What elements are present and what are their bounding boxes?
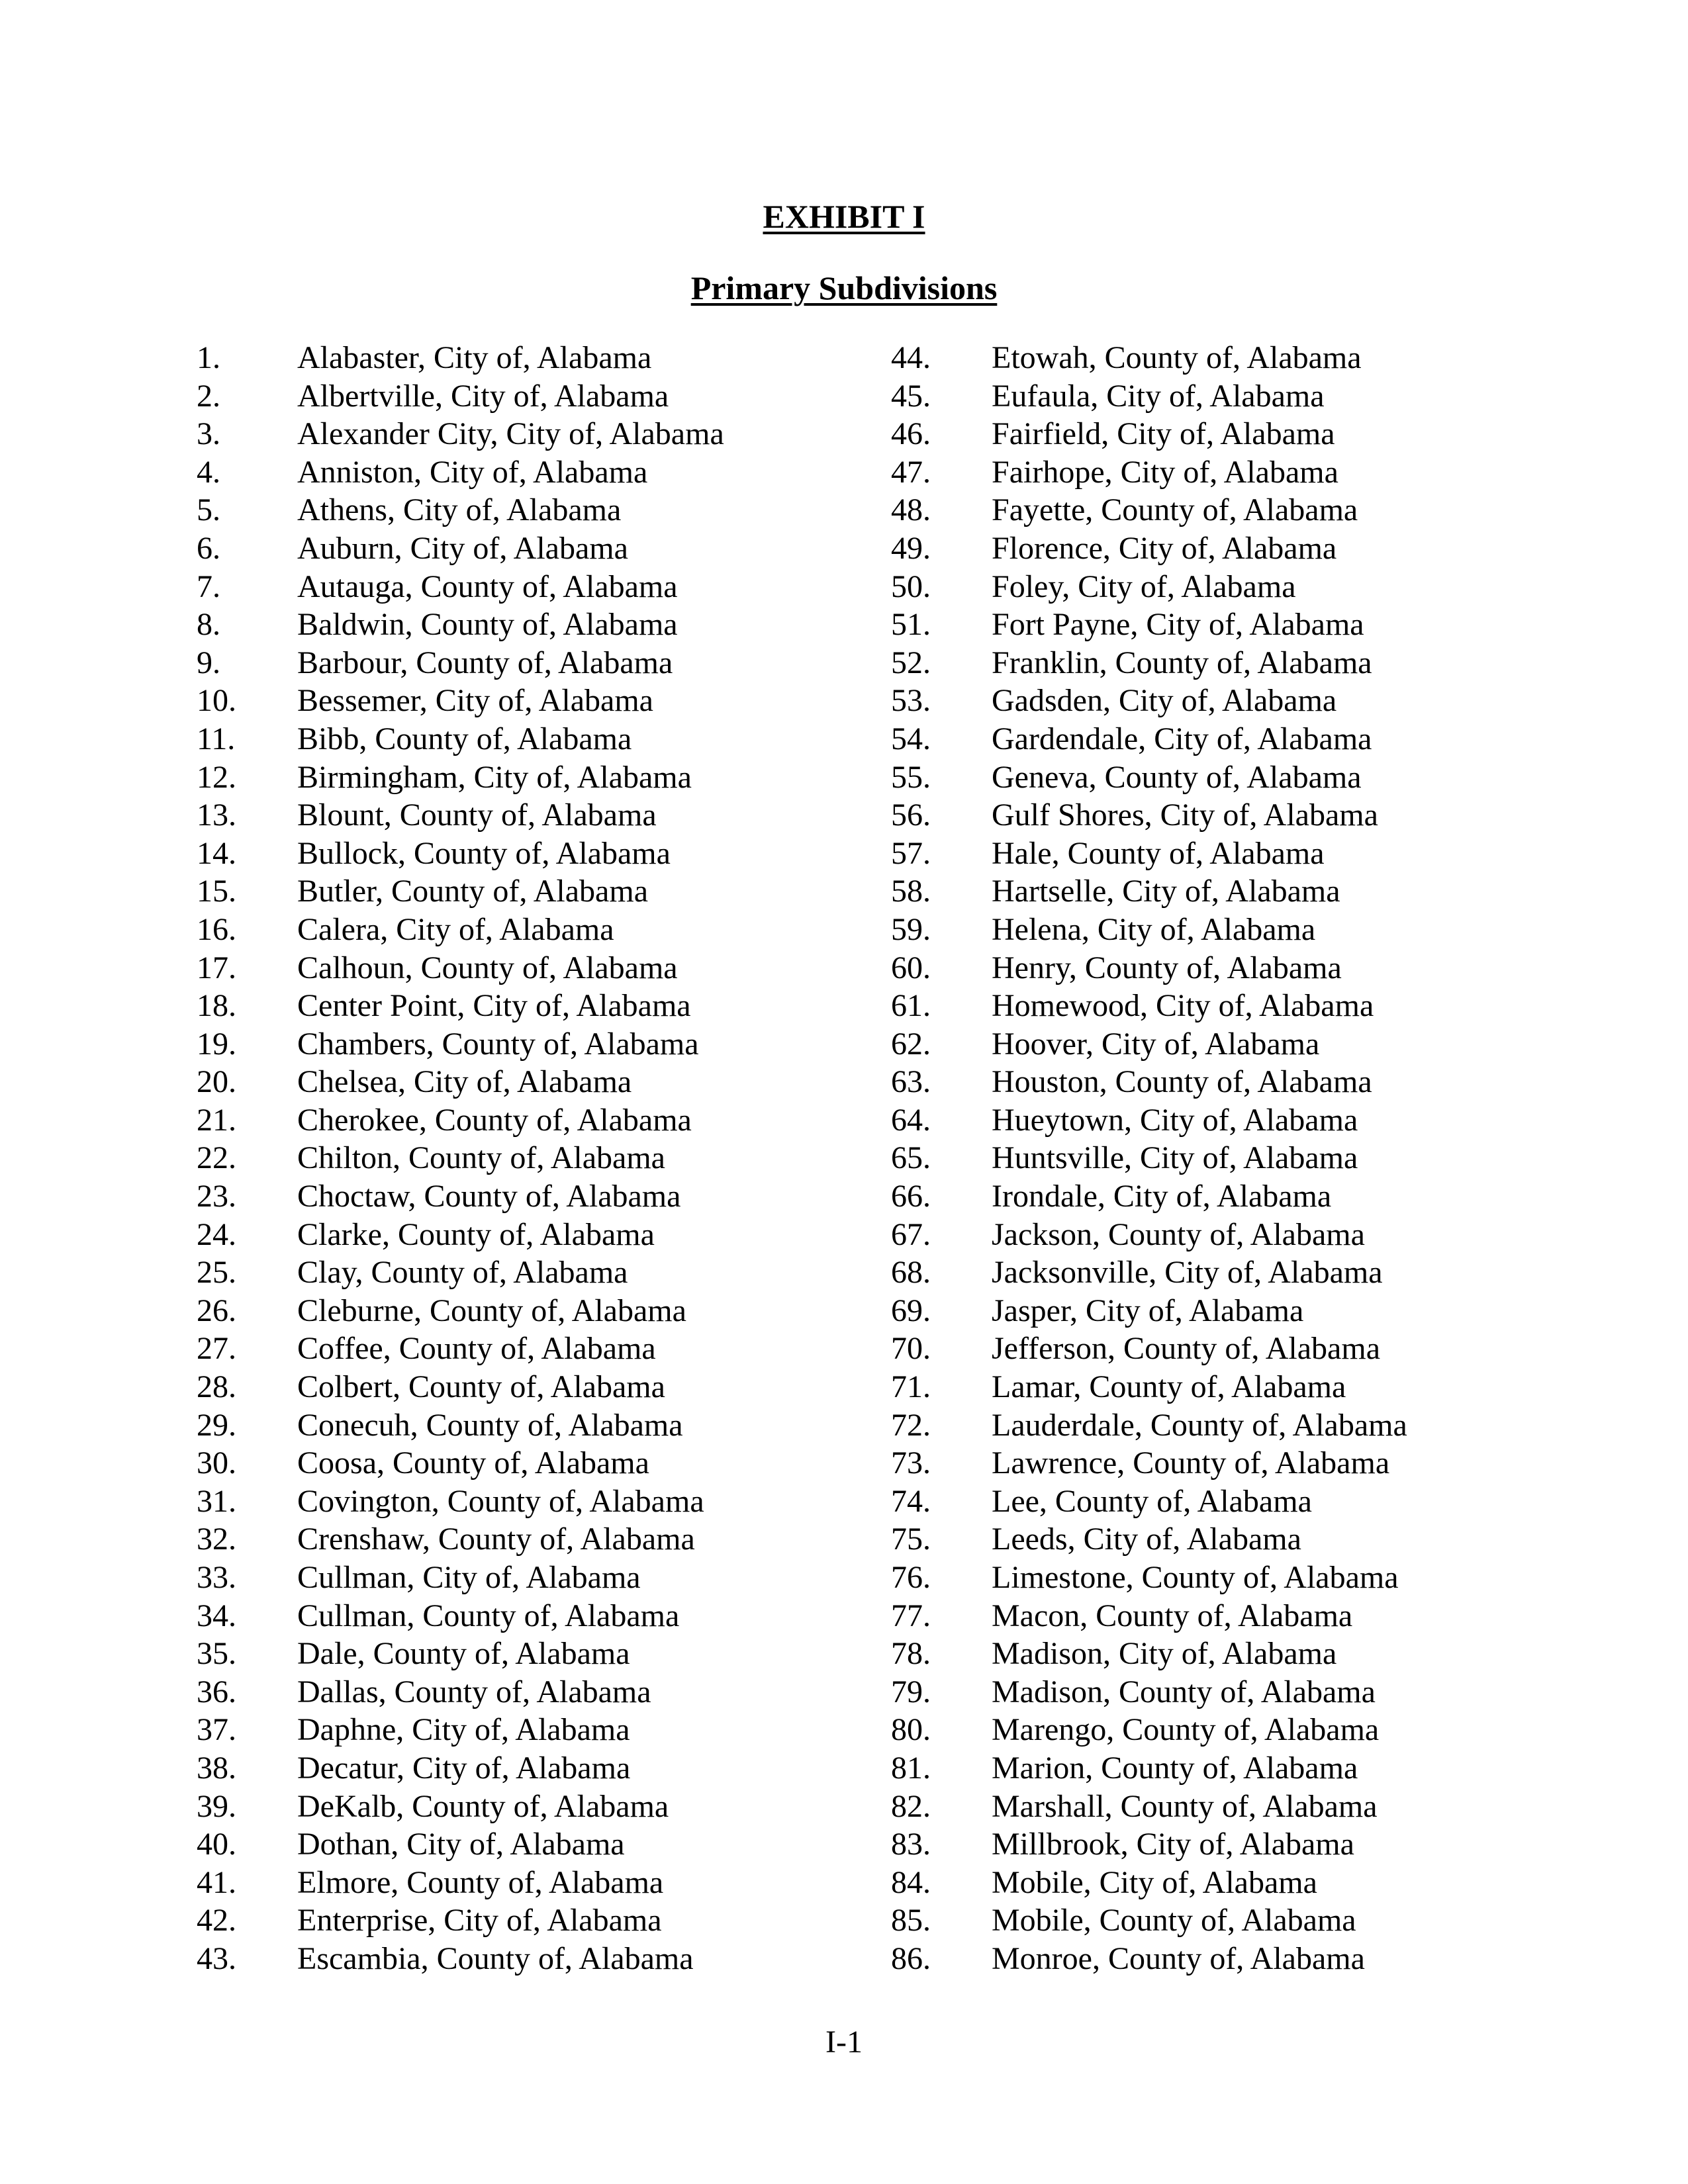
subdivision-entry	[197, 1216, 885, 1254]
subdivision-entry	[891, 1940, 1553, 1978]
subdivision-entry	[891, 1597, 1553, 1635]
entry-name: Cullman, City of, Alabama	[297, 1560, 641, 1595]
subdivision-entry	[891, 1520, 1553, 1559]
subdivision-entry	[891, 377, 1553, 416]
entry-number: 58.	[891, 874, 931, 909]
entry-name: Coosa, County of, Alabama	[297, 1445, 649, 1481]
subdivision-entry	[891, 1711, 1553, 1749]
entry-name: Fort Payne, City of, Alabama	[992, 607, 1364, 643]
entry-number: 86.	[891, 1940, 931, 1976]
entry-name: Fairhope, City of, Alabama	[992, 454, 1338, 490]
entry-name: Clarke, County of, Alabama	[297, 1216, 655, 1252]
subdivision-entry	[197, 1749, 885, 1788]
subdivision-list-left	[197, 339, 885, 1978]
entry-number: 13.	[197, 797, 236, 833]
entry-number: 38.	[197, 1750, 236, 1786]
entry-name: Mobile, County of, Alabama	[992, 1903, 1356, 1938]
entry-number: 68.	[891, 1255, 931, 1291]
entry-number: 8.	[197, 607, 220, 643]
subdivision-entry	[891, 1635, 1553, 1673]
entry-number: 78.	[891, 1636, 931, 1672]
subdivision-entry	[891, 606, 1553, 644]
entry-number: 9.	[197, 645, 220, 680]
entry-number: 59.	[891, 911, 931, 947]
subdivision-entry	[197, 1101, 885, 1140]
entry-number: 57.	[891, 835, 931, 871]
entry-number: 51.	[891, 607, 931, 643]
subdivision-entry	[197, 720, 885, 758]
entry-name: Chilton, County of, Alabama	[297, 1140, 665, 1176]
subdivision-entry	[891, 1749, 1553, 1788]
entry-number: 34.	[197, 1598, 236, 1633]
subdivision-entry	[891, 796, 1553, 835]
subdivision-entry	[197, 1482, 885, 1521]
entry-number: 69.	[891, 1293, 931, 1328]
subdivision-entry	[197, 1177, 885, 1216]
entry-name: Hale, County of, Alabama	[992, 835, 1325, 871]
subdivision-entry	[891, 758, 1553, 797]
entry-name: Henry, County of, Alabama	[992, 950, 1342, 985]
subdivision-entry	[197, 1444, 885, 1482]
subdivision-entry	[197, 1406, 885, 1445]
entry-number: 42.	[197, 1903, 236, 1938]
exhibit-subtitle-text: Primary Subdivisions	[690, 269, 998, 306]
subdivision-entry	[891, 1673, 1553, 1711]
subdivision-entry	[197, 1520, 885, 1559]
subdivision-entry	[891, 1901, 1553, 1940]
entry-name: Calera, City of, Alabama	[297, 911, 614, 947]
entry-name: Alexander City, City of, Alabama	[297, 416, 724, 452]
entry-name: Gulf Shores, City of, Alabama	[992, 797, 1378, 833]
subdivision-entry	[197, 682, 885, 720]
entry-name: Hueytown, City of, Alabama	[992, 1102, 1358, 1138]
entry-number: 71.	[891, 1369, 931, 1405]
subdivision-entry	[197, 1635, 885, 1673]
entry-name: Helena, City of, Alabama	[992, 911, 1316, 947]
entry-name: Bibb, County of, Alabama	[297, 721, 632, 756]
entry-name: Autauga, County of, Alabama	[297, 569, 678, 604]
subdivision-entry	[197, 911, 885, 949]
entry-name: Colbert, County of, Alabama	[297, 1369, 665, 1405]
entry-name: Gardendale, City of, Alabama	[992, 721, 1372, 756]
subdivision-entry	[891, 720, 1553, 758]
subdivision-entry	[197, 1025, 885, 1064]
entry-number: 82.	[891, 1788, 931, 1824]
subdivision-list-right	[891, 339, 1553, 1978]
entry-name: Limestone, County of, Alabama	[992, 1560, 1399, 1595]
subdivision-entry	[891, 1253, 1553, 1292]
entry-number: 80.	[891, 1712, 931, 1748]
entry-number: 5.	[197, 492, 220, 528]
entry-name: Gadsden, City of, Alabama	[992, 683, 1337, 719]
entry-name: Alabaster, City of, Alabama	[297, 340, 652, 375]
entry-name: Millbrook, City of, Alabama	[992, 1827, 1354, 1862]
entry-name: Decatur, City of, Alabama	[297, 1750, 631, 1786]
subdivision-entry	[891, 339, 1553, 377]
subdivision-entry	[891, 1825, 1553, 1864]
subdivision-entry	[197, 1711, 885, 1749]
entry-number: 63.	[891, 1064, 931, 1100]
entry-name: Chelsea, City of, Alabama	[297, 1064, 632, 1100]
subdivision-entry	[197, 415, 885, 453]
entry-number: 46.	[891, 416, 931, 452]
subdivision-entry	[891, 1330, 1553, 1368]
entry-number: 60.	[891, 950, 931, 985]
entry-number: 70.	[891, 1331, 931, 1367]
entry-number: 27.	[197, 1331, 236, 1367]
entry-name: Auburn, City of, Alabama	[297, 530, 628, 566]
entry-name: Hoover, City of, Alabama	[992, 1026, 1320, 1062]
subdivision-entry	[197, 1940, 885, 1978]
entry-number: 62.	[891, 1026, 931, 1062]
entry-number: 74.	[891, 1483, 931, 1519]
subdivision-entry	[197, 1559, 885, 1597]
entry-name: Albertville, City of, Alabama	[297, 378, 669, 414]
entry-number: 61.	[891, 988, 931, 1024]
subdivision-entry	[891, 835, 1553, 873]
subdivision-entry	[891, 644, 1553, 682]
exhibit-title	[0, 196, 1688, 237]
subdivision-entry	[891, 1788, 1553, 1826]
entry-name: Marengo, County of, Alabama	[992, 1712, 1380, 1748]
entry-number: 41.	[197, 1864, 236, 1900]
entry-name: Lamar, County of, Alabama	[992, 1369, 1346, 1405]
exhibit-title-text: EXHIBIT I	[763, 198, 925, 235]
entry-number: 64.	[891, 1102, 931, 1138]
entry-number: 54.	[891, 721, 931, 756]
entry-name: Covington, County of, Alabama	[297, 1483, 704, 1519]
entry-name: Monroe, County of, Alabama	[992, 1940, 1365, 1976]
entry-name: Houston, County of, Alabama	[992, 1064, 1372, 1100]
entry-number: 79.	[891, 1674, 931, 1709]
entry-number: 67.	[891, 1216, 931, 1252]
entry-name: Baldwin, County of, Alabama	[297, 607, 678, 643]
subdivision-entry	[197, 949, 885, 987]
entry-name: Daphne, City of, Alabama	[297, 1712, 630, 1748]
subdivision-entry	[891, 453, 1553, 492]
entry-number: 40.	[197, 1827, 236, 1862]
entry-name: Madison, City of, Alabama	[992, 1636, 1337, 1672]
entry-name: Marion, County of, Alabama	[992, 1750, 1358, 1786]
entry-number: 33.	[197, 1560, 236, 1595]
entry-name: Dale, County of, Alabama	[297, 1636, 630, 1672]
entry-number: 53.	[891, 683, 931, 719]
entry-name: Fayette, County of, Alabama	[992, 492, 1358, 528]
entry-name: Jasper, City of, Alabama	[992, 1293, 1304, 1328]
subdivision-entry	[197, 491, 885, 529]
subdivision-entry	[891, 682, 1553, 720]
subdivision-entry	[197, 1330, 885, 1368]
subdivision-entry	[891, 1368, 1553, 1406]
subdivision-entry	[197, 1901, 885, 1940]
entry-name: Jacksonville, City of, Alabama	[992, 1255, 1383, 1291]
entry-number: 35.	[197, 1636, 236, 1672]
entry-number: 2.	[197, 378, 220, 414]
entry-number: 3.	[197, 416, 220, 452]
entry-number: 12.	[197, 759, 236, 795]
subdivision-entry	[891, 491, 1553, 529]
entry-name: Coffee, County of, Alabama	[297, 1331, 656, 1367]
entry-name: Lauderdale, County of, Alabama	[992, 1407, 1407, 1443]
entry-name: Huntsville, City of, Alabama	[992, 1140, 1358, 1176]
entry-name: Elmore, County of, Alabama	[297, 1864, 664, 1900]
subdivision-entry	[891, 529, 1553, 568]
entry-name: Leeds, City of, Alabama	[992, 1522, 1301, 1557]
entry-number: 1.	[197, 340, 220, 375]
entry-number: 73.	[891, 1445, 931, 1481]
subdivision-entry	[197, 872, 885, 911]
entry-name: Butler, County of, Alabama	[297, 874, 648, 909]
subdivision-entry	[197, 1597, 885, 1635]
entry-name: Escambia, County of, Alabama	[297, 1940, 694, 1976]
entry-name: Cleburne, County of, Alabama	[297, 1293, 686, 1328]
subdivision-entry	[197, 1368, 885, 1406]
entry-name: Cullman, County of, Alabama	[297, 1598, 680, 1633]
entry-number: 75.	[891, 1522, 931, 1557]
subdivision-entry	[197, 377, 885, 416]
entry-name: Dallas, County of, Alabama	[297, 1674, 651, 1709]
entry-number: 52.	[891, 645, 931, 680]
entry-name: Madison, County of, Alabama	[992, 1674, 1376, 1709]
subdivision-entry	[891, 1101, 1553, 1140]
entry-name: Fairfield, City of, Alabama	[992, 416, 1335, 452]
entry-name: Mobile, City of, Alabama	[992, 1864, 1317, 1900]
subdivision-entry	[891, 872, 1553, 911]
subdivision-entry	[197, 339, 885, 377]
entry-number: 17.	[197, 950, 236, 985]
entry-number: 36.	[197, 1674, 236, 1709]
entry-name: Dothan, City of, Alabama	[297, 1827, 625, 1862]
entry-name: Foley, City of, Alabama	[992, 569, 1296, 604]
entry-name: Calhoun, County of, Alabama	[297, 950, 678, 985]
subdivision-entry	[197, 796, 885, 835]
entry-number: 15.	[197, 874, 236, 909]
entry-number: 21.	[197, 1102, 236, 1138]
entry-name: Eufaula, City of, Alabama	[992, 378, 1325, 414]
entry-number: 30.	[197, 1445, 236, 1481]
subdivision-entry	[197, 1825, 885, 1864]
entry-number: 11.	[197, 721, 236, 756]
entry-name: Athens, City of, Alabama	[297, 492, 622, 528]
entry-name: Cherokee, County of, Alabama	[297, 1102, 692, 1138]
entry-name: Chambers, County of, Alabama	[297, 1026, 699, 1062]
subdivision-entry	[891, 568, 1553, 606]
entry-number: 24.	[197, 1216, 236, 1252]
entry-number: 72.	[891, 1407, 931, 1443]
entry-name: Conecuh, County of, Alabama	[297, 1407, 683, 1443]
subdivision-entry	[197, 568, 885, 606]
entry-name: Crenshaw, County of, Alabama	[297, 1522, 695, 1557]
entry-number: 39.	[197, 1788, 236, 1824]
entry-number: 16.	[197, 911, 236, 947]
subdivision-entry	[891, 1177, 1553, 1216]
subdivision-entry	[891, 1559, 1553, 1597]
entry-number: 55.	[891, 759, 931, 795]
entry-number: 14.	[197, 835, 236, 871]
entry-number: 31.	[197, 1483, 236, 1519]
entry-name: Homewood, City of, Alabama	[992, 988, 1374, 1024]
entry-number: 20.	[197, 1064, 236, 1100]
entry-name: Jefferson, County of, Alabama	[992, 1331, 1380, 1367]
subdivision-entry	[197, 606, 885, 644]
subdivision-entry	[891, 949, 1553, 987]
subdivision-entry	[197, 453, 885, 492]
entry-number: 32.	[197, 1522, 236, 1557]
subdivision-entry	[891, 1139, 1553, 1177]
entry-number: 56.	[891, 797, 931, 833]
entry-number: 29.	[197, 1407, 236, 1443]
entry-number: 28.	[197, 1369, 236, 1405]
entry-name: Marshall, County of, Alabama	[992, 1788, 1378, 1824]
entry-number: 65.	[891, 1140, 931, 1176]
subdivision-entry	[197, 1864, 885, 1902]
subdivision-entry	[891, 415, 1553, 453]
entry-name: Lawrence, County of, Alabama	[992, 1445, 1390, 1481]
page-number: I-1	[825, 2025, 863, 2060]
entry-number: 23.	[197, 1179, 236, 1214]
entry-number: 44.	[891, 340, 931, 375]
entry-number: 4.	[197, 454, 220, 490]
entry-number: 83.	[891, 1827, 931, 1862]
entry-name: Barbour, County of, Alabama	[297, 645, 673, 680]
subdivision-entry	[197, 644, 885, 682]
subdivision-entry	[891, 1216, 1553, 1254]
subdivision-entry	[197, 1253, 885, 1292]
subdivision-entry	[891, 987, 1553, 1025]
entry-number: 10.	[197, 683, 236, 719]
entry-name: Florence, City of, Alabama	[992, 530, 1337, 566]
entry-number: 77.	[891, 1598, 931, 1633]
entry-name: Enterprise, City of, Alabama	[297, 1903, 662, 1938]
subdivision-entry	[197, 529, 885, 568]
entry-number: 47.	[891, 454, 931, 490]
subdivision-entry	[197, 1292, 885, 1330]
subdivision-entry	[197, 758, 885, 797]
entry-number: 18.	[197, 988, 236, 1024]
entry-number: 66.	[891, 1179, 931, 1214]
entry-number: 50.	[891, 569, 931, 604]
entry-name: Anniston, City of, Alabama	[297, 454, 648, 490]
subdivision-entry	[197, 835, 885, 873]
entry-name: Lee, County of, Alabama	[992, 1483, 1312, 1519]
entry-number: 85.	[891, 1903, 931, 1938]
entry-name: Hartselle, City of, Alabama	[992, 874, 1340, 909]
entry-name: Macon, County of, Alabama	[992, 1598, 1353, 1633]
entry-number: 19.	[197, 1026, 236, 1062]
subdivision-entry	[891, 911, 1553, 949]
entry-name: Bessemer, City of, Alabama	[297, 683, 653, 719]
entry-number: 25.	[197, 1255, 236, 1291]
subdivision-entry	[891, 1063, 1553, 1101]
subdivision-entry	[197, 1063, 885, 1101]
entry-name: Etowah, County of, Alabama	[992, 340, 1362, 375]
entry-name: DeKalb, County of, Alabama	[297, 1788, 669, 1824]
subdivision-entry	[197, 1139, 885, 1177]
entry-number: 22.	[197, 1140, 236, 1176]
entry-name: Bullock, County of, Alabama	[297, 835, 671, 871]
subdivision-entry	[197, 1673, 885, 1711]
entry-number: 7.	[197, 569, 220, 604]
entry-name: Jackson, County of, Alabama	[992, 1216, 1365, 1252]
subdivision-entry	[891, 1864, 1553, 1902]
entry-name: Geneva, County of, Alabama	[992, 759, 1362, 795]
subdivision-entry	[891, 1482, 1553, 1521]
subdivision-entry	[197, 1788, 885, 1826]
subdivision-entry	[891, 1444, 1553, 1482]
subdivision-entry	[891, 1025, 1553, 1064]
entry-number: 81.	[891, 1750, 931, 1786]
entry-number: 84.	[891, 1864, 931, 1900]
entry-name: Center Point, City of, Alabama	[297, 988, 691, 1024]
entry-number: 76.	[891, 1560, 931, 1595]
entry-name: Choctaw, County of, Alabama	[297, 1179, 681, 1214]
entry-number: 37.	[197, 1712, 236, 1748]
entry-number: 48.	[891, 492, 931, 528]
entry-name: Birmingham, City of, Alabama	[297, 759, 692, 795]
entry-name: Irondale, City of, Alabama	[992, 1179, 1332, 1214]
entry-name: Blount, County of, Alabama	[297, 797, 657, 833]
subdivision-entry	[891, 1292, 1553, 1330]
entry-number: 6.	[197, 530, 220, 566]
entry-number: 43.	[197, 1940, 236, 1976]
subdivision-entry	[197, 987, 885, 1025]
entry-name: Franklin, County of, Alabama	[992, 645, 1372, 680]
entry-number: 45.	[891, 378, 931, 414]
entry-number: 26.	[197, 1293, 236, 1328]
entry-number: 49.	[891, 530, 931, 566]
subdivision-entry	[891, 1406, 1553, 1445]
entry-name: Clay, County of, Alabama	[297, 1255, 628, 1291]
exhibit-subtitle	[0, 267, 1688, 308]
